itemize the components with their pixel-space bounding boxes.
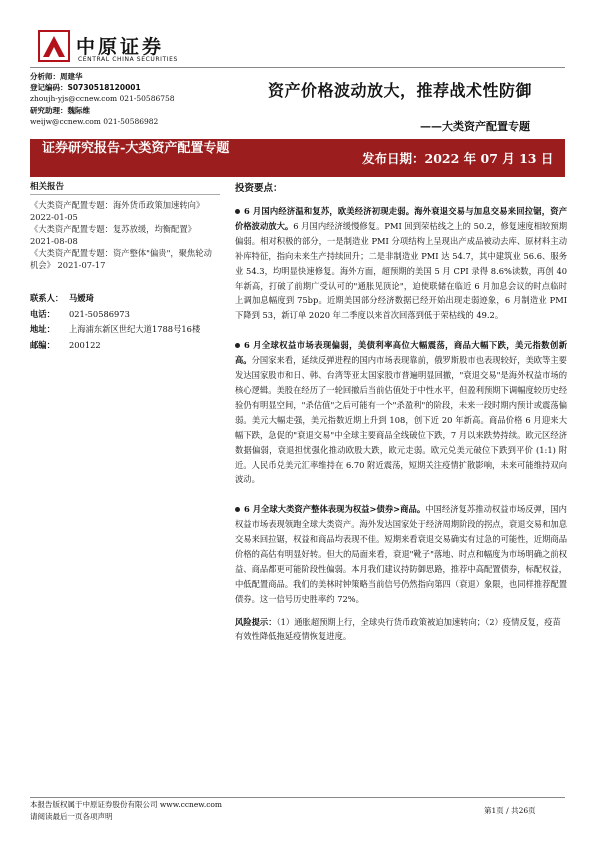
contact-zip-label: 邮编： — [30, 339, 55, 350]
analyst-line — [30, 71, 230, 82]
report-subtitle: ——大类资产配置专题 — [420, 120, 530, 133]
contact-zip-row — [30, 338, 220, 354]
investment-points — [235, 180, 567, 644]
contact-phone-label: 电话： — [30, 308, 55, 319]
key-point-3-body: 中国经济复苏推动权益市场反弹，国内权益市场表现领跑全球大类资产。海外发达国家处于经济周期阶段的拐点，衰退交易和加息交易来回拉锯，权益和商品均表现不佳。短期来看衰退交易确实有过急的可能性，近期商品价格的高估有明显好转。但大的局面来看，衰退"靴子"落地、时点和幅度为市场明确之前权益、商品都更可能阶段性偏弱。本月我们建议持防御思路，推荐中高配置债券，标配权益，中低配置商品。我们的美林时钟策略当前信号仍然指向第四（衰退）象限，也同样推荐配置债券。这一信号历史胜率约 72%。 — [235, 504, 567, 604]
sidebar — [30, 180, 220, 353]
related-report-item[interactable]: 《大类资产配置专题：资产整体"偏贵"，聚焦轮动机会》 2021-07-17 — [30, 248, 212, 270]
analyst-name: 周建华 — [60, 72, 83, 81]
contact-block — [30, 291, 220, 353]
points-heading: 投资要点： — [235, 183, 283, 194]
reg-line — [30, 82, 230, 93]
contact-address-row — [30, 322, 220, 338]
contact-person: 马嫒琦 — [69, 293, 94, 303]
contact-zip: 200122 — [69, 339, 101, 350]
assistant-line — [30, 105, 230, 116]
page-number: 第1页 / 共26页 — [484, 806, 536, 815]
bullet-icon — [235, 507, 240, 512]
key-point-3-lead: 6 月全球大类资产整体表现为权益>债券>商品。 — [244, 504, 426, 515]
footer-disclaimer: 请阅读最后一页各项声明 — [30, 812, 113, 821]
reg-label: 登记编码： — [30, 83, 68, 93]
key-point-1-body: 6 月国内经济缓慢修复。PMI 回到荣枯线之上的 50.2，修复速度相较预期偏弱。相对积极的部分，一是制造业 PMI 分项结构上呈现出产成品被动去库、原材料主动补库特征，指向未来生产持续回升；二是非制造业 PMI 达 54.7，其中建筑业 56.6、服务业 54.3，均明显快速修复。海外方面，超预期的美国 5 月 CPI 录得 8.6%读数，再创 40 年新高，打破了前期广受认可的"通胀见顶论"，迫使联储在临近 6 月加息会议的时点临时上调加息幅度到 75bp。近期美国部分经济数据已经开始出现走弱迹象，6 月制造业 PMI 下降到 53，新订单 2020 年二季度以来首次回落到低于荣枯线的 49.2。 — [235, 220, 567, 321]
logo-cn-text: 中原证券 — [76, 36, 165, 58]
publish-date: 发布日期：2022 年 07 月 13 日 — [362, 151, 554, 166]
footer-left — [30, 799, 222, 823]
contact-address: 上海浦东新区世纪大道1788号16楼 — [69, 324, 201, 334]
header-divider — [30, 67, 565, 68]
assistant-contact[interactable]: weijw@ccnew.com 021-50586982 — [30, 116, 159, 126]
key-point-2-body: 分国家来看，延续反弹进程的国内市场表现靠前，俄罗斯股市也表现较好，美欧等主要发达国家股市和日、韩、台湾等亚太国家股市普遍明显回撤，"衰退交易"是海外权益市场的核心逻辑。美股在经历了一轮回撤后当前估值处于中性水平，但盈利预期下调幅度较历史经验仍有明显空间，"杀估值"之后可能有一个"杀盈利"的阶段，未来一段时期内预计或震荡偏弱。美元大幅走强，美元指数近期上升到 108，创下近 20 年新高。商品价格 6 月迎来大幅下跌，急促的"衰退交易"中全球主要商品全线破位下跌，7 月以来跌势持续。欧元区经济数据偏弱，衰退担忧强化推动欧股大跌，欧元走弱。欧元兑美元破位下跌到平价 (1:1) 附近。人民币兑美元汇率维持在 6.70 附近震荡，短期关注疫情扩散影响，未来可能维持双向波动。 — [235, 355, 567, 485]
contact-person-row — [30, 291, 220, 307]
key-point-1-lead: 6 月国内经济温和复苏，欧美经济初现走弱。海外衰退交易与加息交易来回拉锯，资产价格波动放大。 — [235, 206, 567, 231]
related-reports-heading: 相关报告 — [30, 180, 220, 195]
assistant-name: 魏际维 — [67, 105, 90, 115]
report-title: 资产价格波动放大，推荐战术性防御 — [268, 81, 533, 100]
reg-no: S0730518120001 — [67, 83, 141, 93]
bullet-icon — [235, 343, 240, 348]
company-logo — [38, 30, 188, 70]
analyst-contact[interactable]: zhoujh-yjs@ccnew.com 021-50586758 — [30, 94, 175, 104]
analyst-label: 分析师： — [30, 72, 60, 81]
key-point-2 — [235, 338, 567, 487]
contact-phone: 021-50586973 — [69, 308, 130, 319]
footer-divider — [30, 797, 565, 798]
related-report-item[interactable]: 《大类资产配置专题：海外货币政策加速转向》 2022-01-05 — [30, 200, 205, 222]
risk-label: 风险提示： — [235, 616, 277, 627]
footer-copyright: 本报告版权属于中原证券股份有限公司 www.ccnew.com — [30, 800, 223, 809]
key-point-2-lead: 6 月全球权益市场表现偏弱，美债利率高位大幅震荡，商品大幅下跌，美元指数创新高。 — [235, 340, 567, 366]
key-point-1 — [235, 204, 567, 323]
logo-en-text: CENTRAL CHINA SECURITIES — [78, 56, 178, 63]
risk-text: （1）通胀超预期上行，全球央行货币政策被迫加速转向；（2）疫情反复，疫苗有效性降低拖延疫情恢复进度。 — [235, 616, 561, 642]
related-report-item[interactable]: 《大类资产配置专题：复苏放缓，均衡配置》 2021-08-08 — [30, 224, 196, 246]
bullet-icon — [235, 209, 240, 214]
contact-address-label: 地址： — [30, 324, 55, 334]
report-type: 证券研究报告-大类资产配置专题 — [42, 141, 230, 156]
contact-person-label: 联系人： — [30, 293, 64, 303]
logo-mark-icon — [38, 30, 70, 62]
key-point-3 — [235, 502, 567, 606]
risk-warning — [235, 615, 567, 644]
analyst-info — [30, 71, 230, 127]
contact-phone-row — [30, 307, 220, 323]
assistant-label: 研究助理： — [30, 105, 68, 115]
